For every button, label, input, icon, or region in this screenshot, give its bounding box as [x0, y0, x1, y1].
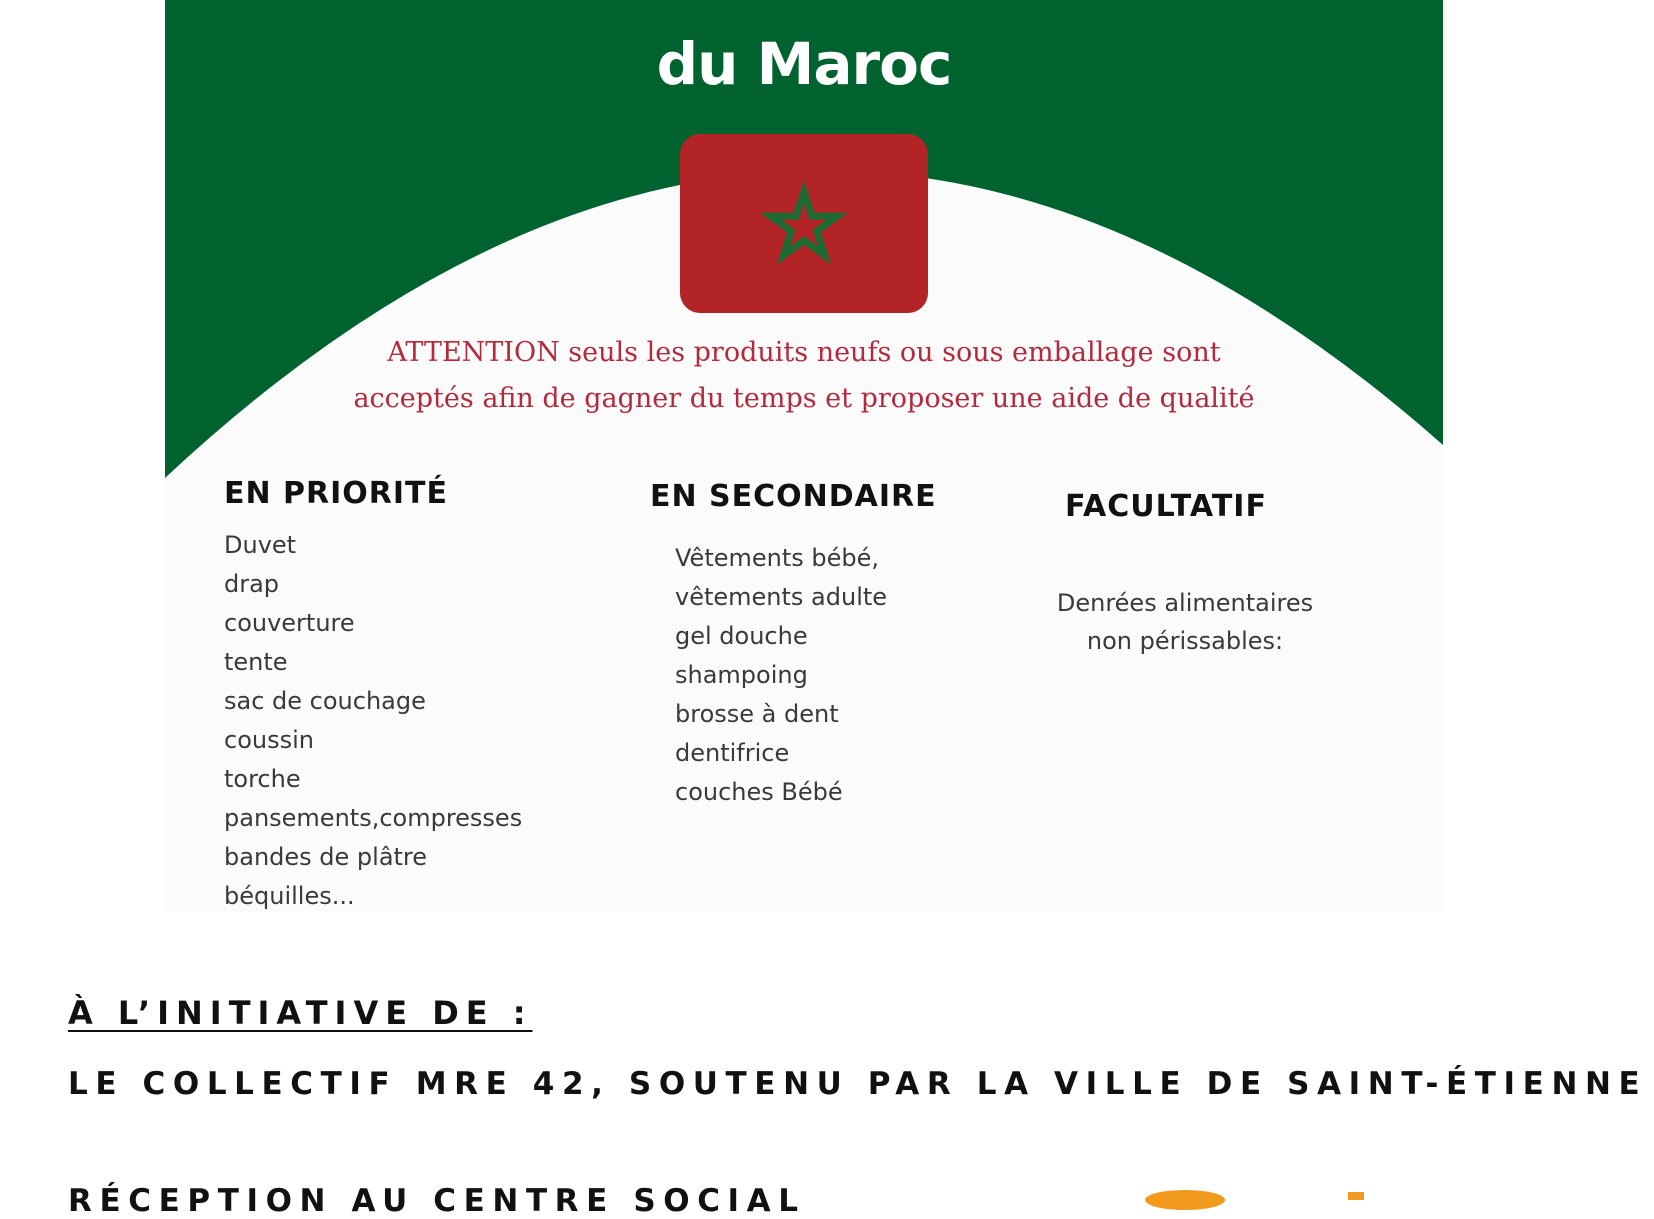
list-item: pansements,compresses [224, 804, 523, 832]
list-item: béquilles... [224, 882, 355, 910]
optional-heading: FACULTATIF [1065, 489, 1267, 524]
initiative-text: LE COLLECTIF MRE 42, SOUTENU PAR LA VILLE DE SAINT-ÉTIENNE [68, 1066, 1648, 1102]
list-item: Duvet [224, 531, 297, 559]
list-item: gel douche [675, 622, 808, 650]
list-item: drap [224, 570, 280, 598]
initiative-heading: À L’INITIATIVE DE : [68, 994, 533, 1032]
list-item: tente [224, 648, 288, 676]
list-item: vêtements adulte [675, 583, 888, 611]
priority-list [224, 526, 522, 916]
attention-notice [245, 330, 1363, 422]
poster-title: du Maroc [656, 30, 952, 98]
donation-poster [165, 0, 1443, 912]
optional-text [1015, 584, 1355, 660]
secondary-list [675, 539, 887, 812]
attention-line-2: acceptés afin de gagner du temps et proposer une aide de qualité [353, 383, 1255, 414]
list-item: couches Bébé [675, 778, 843, 806]
optional-text-line-2: non périssables: [1086, 627, 1284, 655]
list-item: bandes de plâtre [224, 843, 428, 871]
list-item: dentifrice [675, 739, 790, 767]
list-item: sac de couchage [224, 687, 426, 715]
priority-heading: EN PRIORITÉ [224, 476, 449, 511]
list-item: brosse à dent [675, 700, 839, 728]
reception-text: RÉCEPTION AU CENTRE SOCIAL [68, 1183, 806, 1219]
list-item: shampoing [675, 661, 808, 689]
morocco-flag-icon [680, 134, 928, 313]
list-item: torche [224, 765, 301, 793]
list-item: Vêtements bébé, [675, 544, 880, 572]
optional-text-line-1: Denrées alimentaires [1056, 589, 1314, 617]
attention-line-1: ATTENTION seuls les produits neufs ou sous emballage sont [387, 337, 1221, 368]
list-item: couverture [224, 609, 355, 637]
partner-logo-icon [1130, 1178, 1430, 1200]
secondary-heading: EN SECONDAIRE [650, 479, 937, 514]
list-item: coussin [224, 726, 314, 754]
